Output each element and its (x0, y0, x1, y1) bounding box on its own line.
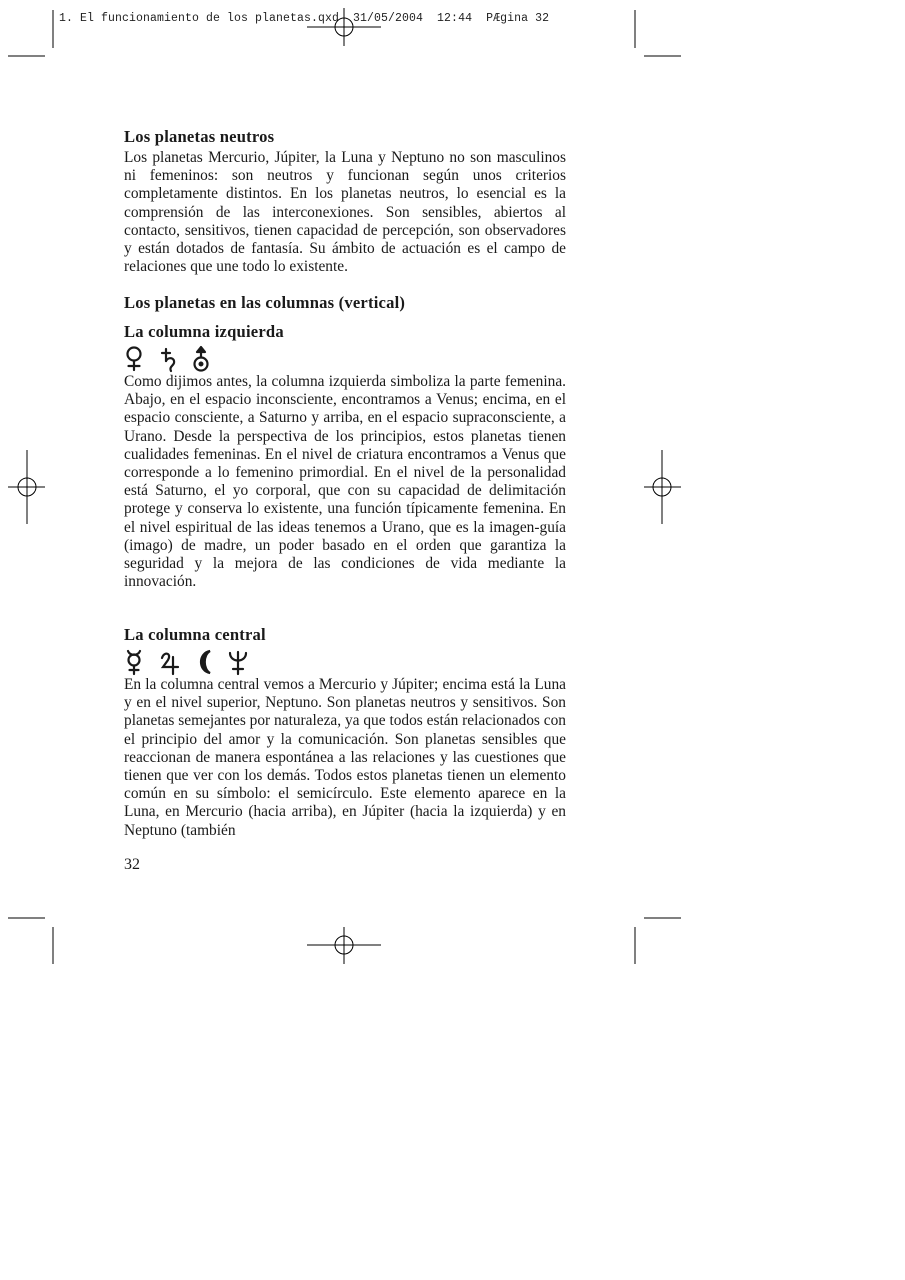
central-column-symbols (124, 648, 254, 676)
mercury-icon (128, 651, 140, 674)
paragraph-neutral-planets: Los planetas Mercurio, Júpiter, la Luna y Neptuno no son masculinos ni femeninos: son neutros y funcionan según unos criterios completamente distintos. En los planetas neutros, lo esencial es la comprensión de las interconexiones. Son sensibles, abiertos al contacto, sensitivos, tienen capacidad de percepción, son observadores y están dotados de fantasía. Su ámbito de actuación es el campo de relaciones que une todo lo existente. (124, 149, 566, 276)
heading-columns-vertical: Los planetas en las columnas (vertical) (124, 293, 406, 312)
registration-mark-bottom (307, 927, 381, 964)
heading-neutral-planets: Los planetas neutros (124, 127, 275, 146)
uranus-icon (195, 347, 208, 371)
paragraph-left-column: Como dijimos antes, la columna izquierda simboliza la parte femenina. Abajo, en el espacio inconsciente, encontramos a Venus; encima, en el espacio consciente, a Saturno y arriba, en el espacio supraconsciente, a Urano. Desde la perspectiva de los principios, estos planetas tienen cualidades femeninas. En el nivel de criatura encontramos a Venus que corresponde a lo femenino primordial. En el nivel de la personalidad está Saturno, el yo corporal, que con su capacidad de delimitación protege y conserva lo existente, una función típicamente femenina. En el nivel espiritual de las ideas tenemos a Urano, que es la imagen-guía (imago) de madre, un poder basado en el orden que garantiza la seguridad y la mejora de las condiciones de vida mediante la innovación. (124, 373, 566, 591)
jupiter-icon (162, 654, 178, 674)
heading-central-column: La columna central (124, 625, 266, 644)
registration-mark-top (307, 8, 381, 46)
venus-icon (128, 348, 141, 371)
registration-mark-left (8, 450, 45, 524)
paragraph-central-column: En la columna central vemos a Mercurio y Júpiter; encima está la Luna y en el nivel superior, Neptuno. Son planetas neutros y sensitivos. Son planetas semejantes por naturaleza, ya que todos están relacionados con el principio del amor y la comunicación. Son planetas sensibles que reaccionan de manera espontánea a las relaciones y las cuestiones que tienen que ver con los demás. Todos estos planetas tienen un elemento común en su símbolo: el semicírculo. Este elemento aparece en la Luna, en Mercurio (hacia arriba), en Júpiter (hacia la izquierda) y en Neptuno (también (124, 676, 566, 839)
neptune-icon (230, 652, 246, 674)
saturn-icon (162, 349, 174, 371)
moon-icon (201, 651, 210, 673)
heading-left-column: La columna izquierda (124, 322, 284, 341)
page-number: 32 (124, 856, 140, 873)
section-neutral-planets (124, 127, 566, 276)
slug-line: 1. El funcionamiento de los planetas.qxd 31/05/2004 12:44 PÆgina 32 (59, 12, 550, 25)
registration-mark-right (644, 450, 681, 524)
left-column-symbols (124, 345, 224, 373)
